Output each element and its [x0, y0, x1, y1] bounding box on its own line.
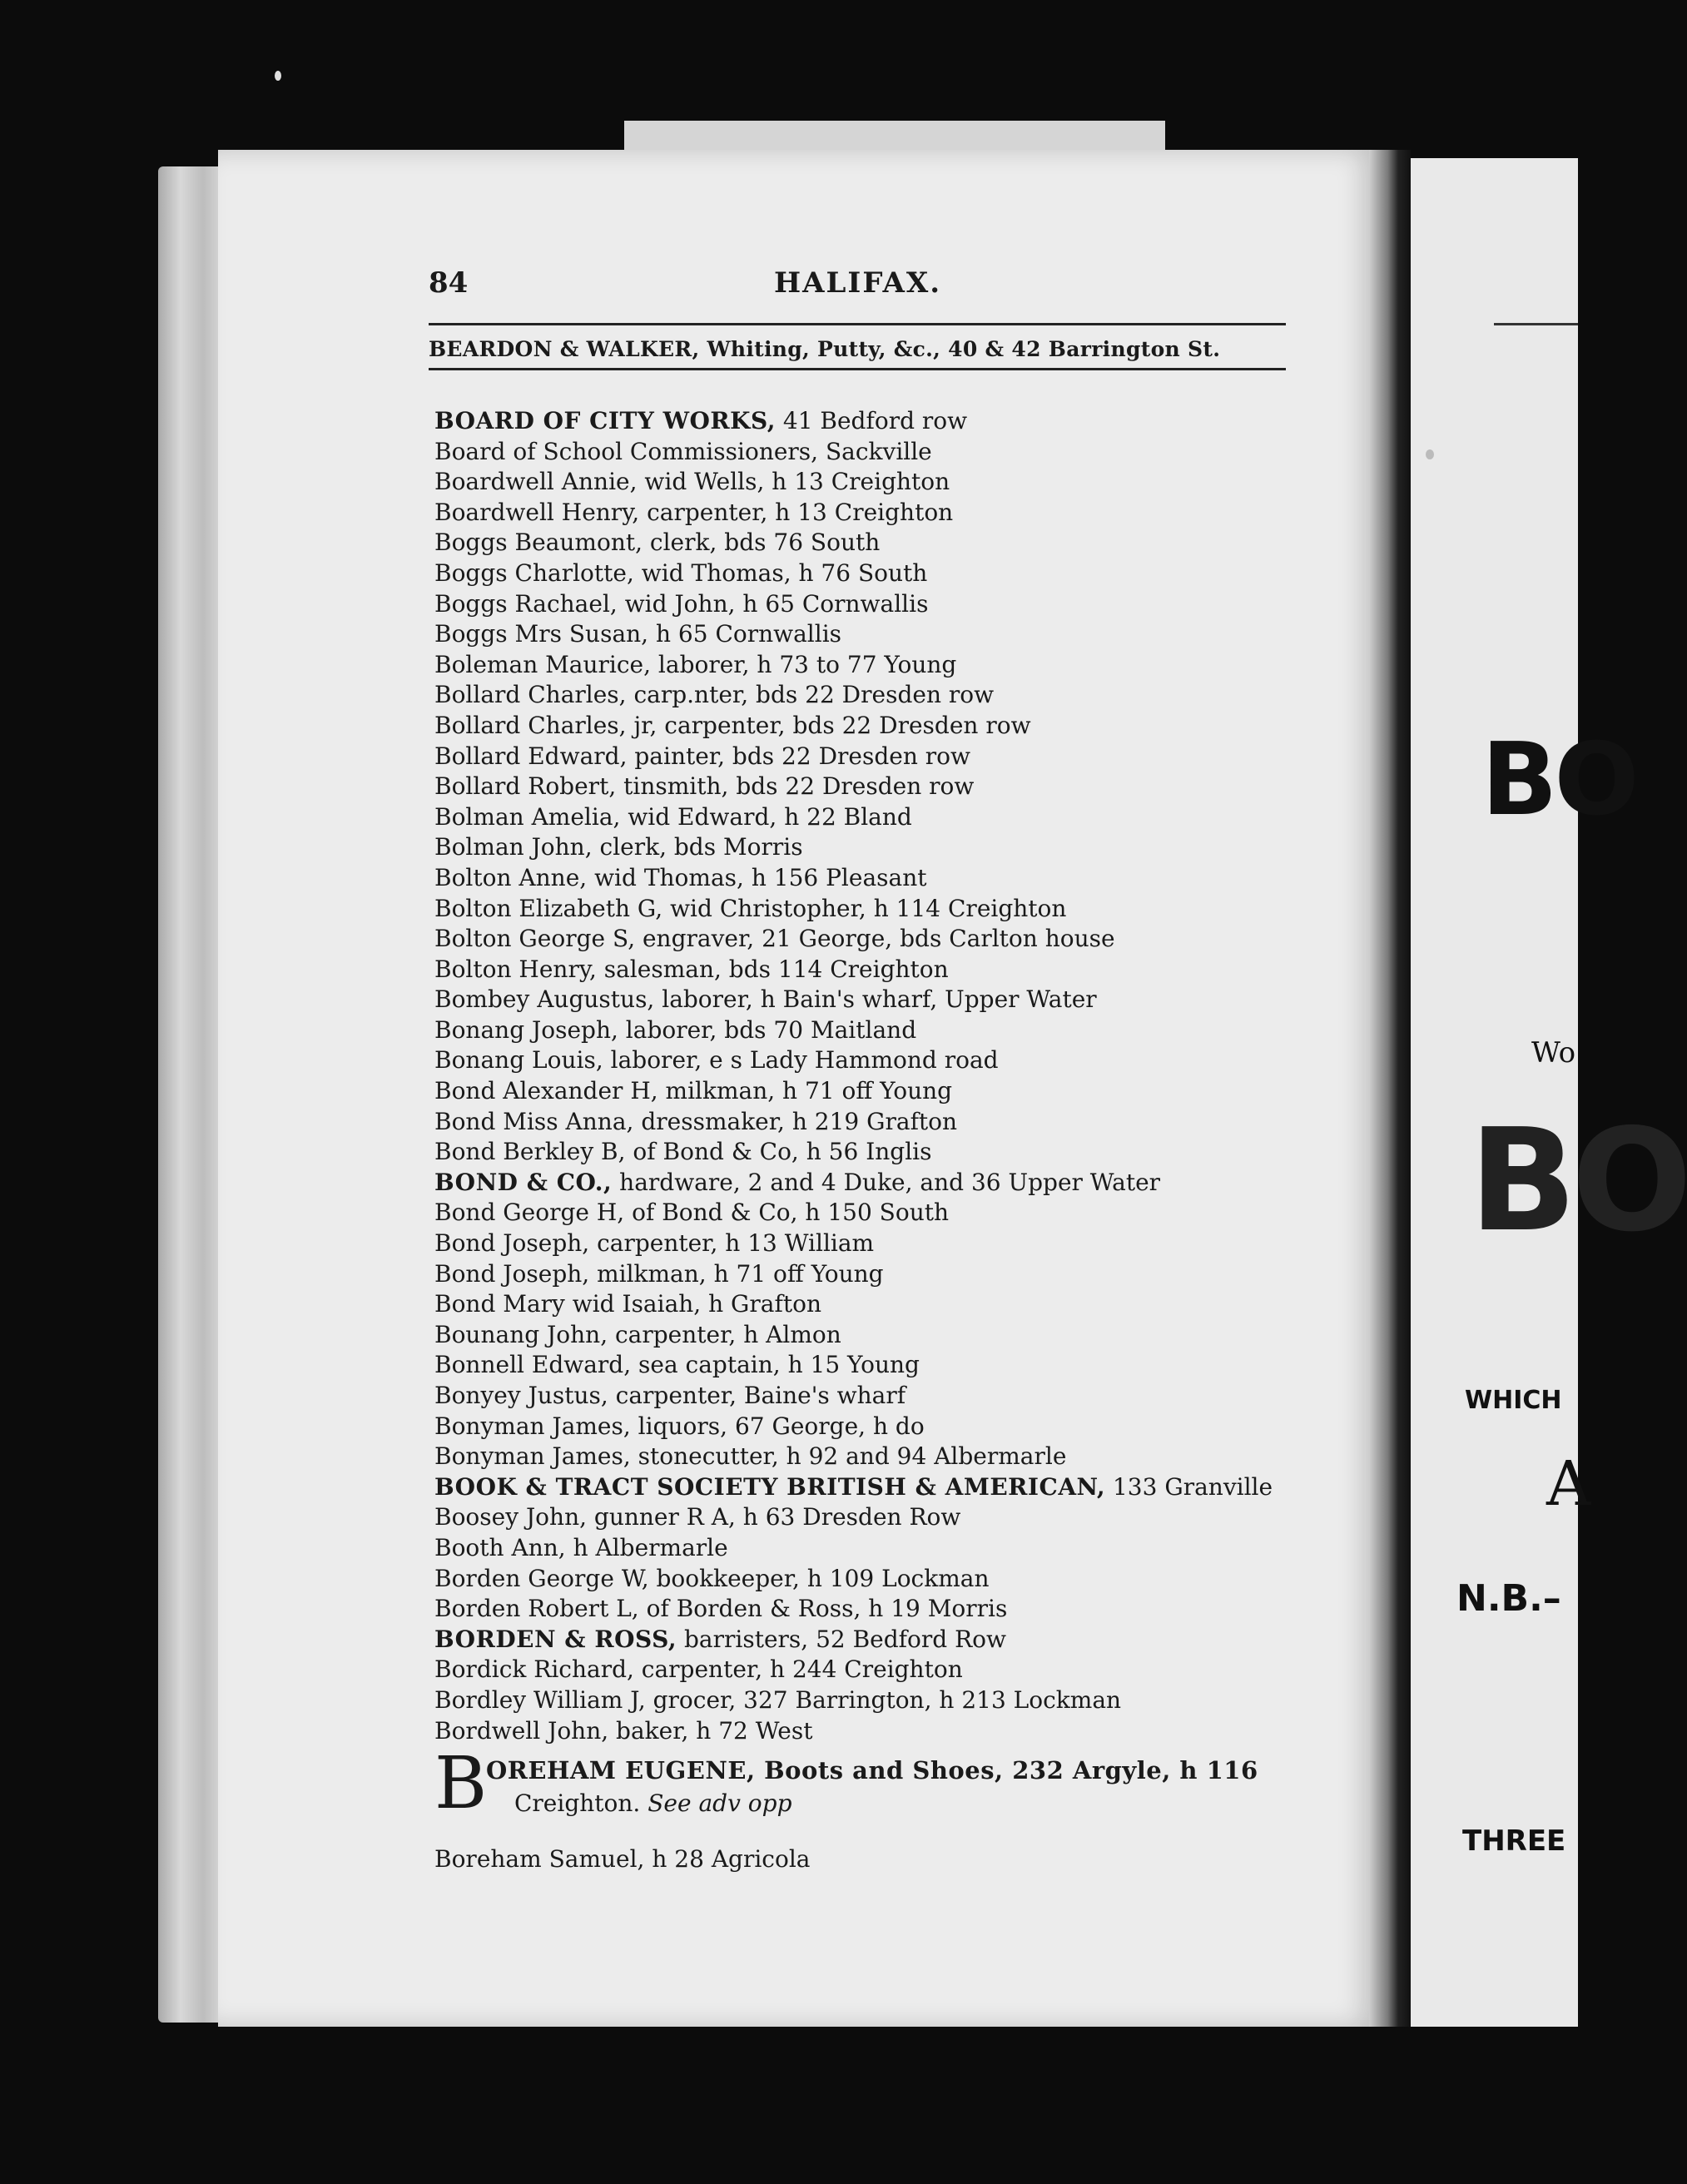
entry-text: Boggs Rachael, wid John, h 65 Cornwallis [434, 589, 929, 618]
entry-text: Bonyman James, stonecutter, h 92 and 94 Albermarle [434, 1442, 1067, 1471]
entry-text: Boggs Charlotte, wid Thomas, h 76 South [434, 558, 928, 587]
directory-entry [434, 1442, 1317, 1472]
entry-text: Board of School Commissioners, Sackville [434, 437, 932, 465]
entry-text: Bond Miss Anna, dressmaker, h 219 Grafton [434, 1107, 958, 1135]
dust-speck [1426, 449, 1434, 459]
entry-text: 41 Bedford row [775, 407, 968, 434]
directory-entry [434, 1381, 1317, 1412]
entry-text: Bolton Anne, wid Thomas, h 156 Pleasant [434, 863, 927, 891]
dropcap-line-2-text: Creighton. [514, 1789, 648, 1818]
running-head: HALIFAX. [774, 266, 942, 300]
directory-entry [434, 1716, 1317, 1747]
directory-entry [434, 1685, 1317, 1716]
entry-text: barristers, 52 Bedford Row [677, 1625, 1007, 1653]
directory-entry [434, 1350, 1317, 1381]
entry-text: Boardwell Annie, wid Wells, h 13 Creighton [434, 468, 950, 496]
dropcap-line-2-italic: See adv opp [648, 1789, 792, 1818]
right-page-rule [1494, 323, 1578, 325]
entry-text: Bonnell Edward, sea captain, h 15 Young [434, 1351, 920, 1379]
entry-text: Borden George W, bookkeeper, h 109 Lockman [434, 1564, 990, 1592]
directory-entry [434, 528, 1317, 558]
entry-text: Bonyman James, liquors, 67 George, h do [434, 1412, 925, 1440]
entry-bold-name: BORDEN & ROSS, [434, 1625, 677, 1653]
directory-entry [434, 680, 1317, 711]
entry-bold-name: BOOK & TRACT SOCIETY BRITISH & AMERICAN, [434, 1472, 1106, 1501]
right-page-fragment-wo: Wo [1531, 1036, 1576, 1070]
entry-bold-name: BOARD OF CITY WORKS, [434, 407, 776, 434]
dropcap-entry [434, 1742, 1317, 1844]
directory-entry [434, 498, 1317, 529]
page-header [429, 266, 1286, 308]
directory-entry [434, 619, 1317, 650]
directory-entry [434, 772, 1317, 802]
directory-entry [434, 1076, 1317, 1107]
directory-entry [434, 1168, 1317, 1199]
entry-list [434, 406, 1317, 1746]
entry-text: Bollard Charles, jr, carpenter, bds 22 Dresden row [434, 711, 1031, 739]
right-page-fragment-bo: BO [1481, 722, 1636, 838]
entry-text: Bordwell John, baker, h 72 West [434, 1716, 813, 1745]
directory-entry [434, 1259, 1317, 1290]
directory-entry [434, 1045, 1317, 1076]
entry-text: Borden Robert L, of Borden & Ross, h 19 Morris [434, 1595, 1008, 1623]
directory-entry [434, 1533, 1317, 1564]
header-rule [429, 323, 1286, 325]
entry-bold-name: BOND & CO., [434, 1168, 613, 1196]
entry-text: Bolton George S, engraver, 21 George, bds Carlton house [434, 925, 1115, 953]
directory-entry [434, 1502, 1317, 1533]
directory-entry [434, 650, 1317, 681]
right-page [1411, 158, 1578, 2027]
directory-entry [434, 863, 1317, 894]
banner-rule [429, 368, 1286, 370]
directory-entry [434, 1655, 1317, 1685]
entry-text: Bollard Edward, painter, bds 22 Dresden row [434, 742, 970, 770]
directory-entry [434, 589, 1317, 620]
entry-text: 133 Granville [1105, 1472, 1273, 1501]
entry-text: Bond George H, of Bond & Co, h 150 South [434, 1199, 950, 1227]
directory-entry [434, 1625, 1317, 1655]
entry-text: Boggs Beaumont, clerk, bds 76 South [434, 529, 881, 557]
entry-text: Bollard Robert, tinsmith, bds 22 Dresden row [434, 772, 975, 801]
directory-entry [434, 1564, 1317, 1595]
directory-entry [434, 1107, 1317, 1138]
directory-entry [434, 832, 1317, 863]
right-page-fragment-a: A [1546, 1448, 1591, 1520]
entry-text: Bond Mary wid Isaiah, h Grafton [434, 1290, 821, 1318]
entry-text: Bond Joseph, carpenter, h 13 William [434, 1229, 875, 1258]
directory-entry [434, 1137, 1317, 1168]
entry-text: Bordley William J, grocer, 327 Barrington, h 213 Lockman [434, 1685, 1122, 1714]
entry-text: Bond Alexander H, milkman, h 71 off Young [434, 1077, 953, 1105]
directory-entry [434, 1594, 1317, 1625]
right-page-fragment-bo-large: BO [1469, 1099, 1687, 1263]
dropcap-line-1: OREHAM EUGENE, Boots and Shoes, 232 Argyle, h 116 [486, 1756, 1258, 1785]
directory-entry [434, 1228, 1317, 1259]
right-page-fragment-nb: N.B.– [1456, 1577, 1561, 1620]
directory-entry [434, 1198, 1317, 1228]
book-spine [1369, 150, 1411, 2027]
entry-text: Boggs Mrs Susan, h 65 Cornwallis [434, 620, 842, 648]
entry-text: Bond Berkley B, of Bond & Co, h 56 Inglis [434, 1138, 932, 1166]
directory-entry [434, 1289, 1317, 1320]
dust-speck [275, 71, 281, 81]
directory-entry [434, 437, 1317, 468]
entry-text: Boosey John, gunner R A, h 63 Dresden Row [434, 1503, 961, 1531]
entry-text: Bordick Richard, carpenter, h 244 Creighton [434, 1655, 963, 1684]
entry-text: Bonyey Justus, carpenter, Baine's wharf [434, 1382, 906, 1409]
entry-text: hardware, 2 and 4 Duke, and 36 Upper Water [612, 1168, 1161, 1196]
entry-text: Bolman John, clerk, bds Morris [434, 833, 803, 861]
directory-entry [434, 924, 1317, 955]
directory-entry [434, 1472, 1317, 1503]
entry-text: Bolton Elizabeth G, wid Christopher, h 114 Creighton [434, 894, 1067, 922]
directory-listing [434, 406, 1317, 1875]
directory-entry [434, 1015, 1317, 1046]
directory-entry [434, 711, 1317, 742]
right-page-fragment-which: WHICH [1465, 1386, 1562, 1415]
entry-text: Boleman Maurice, laborer, h 73 to 77 Young [434, 650, 957, 678]
directory-entry [434, 985, 1317, 1015]
entry-text: Boardwell Henry, carpenter, h 13 Creighton [434, 498, 954, 526]
directory-entry [434, 558, 1317, 589]
entry-text: Bolman Amelia, wid Edward, h 22 Bland [434, 802, 912, 831]
entry-text: Bonang Joseph, laborer, bds 70 Maitland [434, 1015, 917, 1044]
entry-text: Booth Ann, h Albermarle [434, 1533, 728, 1561]
page-number: 84 [429, 266, 469, 300]
directory-entry [434, 1412, 1317, 1442]
directory-entry [434, 1320, 1317, 1351]
right-page-fragment-three: THREE [1462, 1824, 1566, 1858]
directory-entry [434, 955, 1317, 985]
entry-text: Bombey Augustus, laborer, h Bain's wharf, Upper Water [434, 985, 1097, 1014]
directory-entry [434, 467, 1317, 498]
directory-entry [434, 802, 1317, 833]
ad-banner: BEARDON & WALKER, Whiting, Putty, &c., 40 & 42 Barrington St. [429, 337, 1221, 361]
dropcap-line-2 [514, 1789, 792, 1817]
entry-text: Bounang John, carpenter, h Almon [434, 1320, 841, 1348]
directory-entry [434, 406, 1317, 437]
directory-entry [434, 742, 1317, 772]
entry-text: Bonang Louis, laborer, e s Lady Hammond road [434, 1046, 999, 1075]
entry-text: Bond Joseph, milkman, h 71 off Young [434, 1259, 884, 1288]
entry-text: Bolton Henry, salesman, bds 114 Creighton [434, 955, 949, 983]
drop-cap-initial: B [434, 1742, 488, 1826]
entry-text: Bollard Charles, carp.nter, bds 22 Dresden row [434, 681, 995, 709]
last-entry: Boreham Samuel, h 28 Agricola [434, 1845, 811, 1874]
directory-entry [434, 894, 1317, 925]
